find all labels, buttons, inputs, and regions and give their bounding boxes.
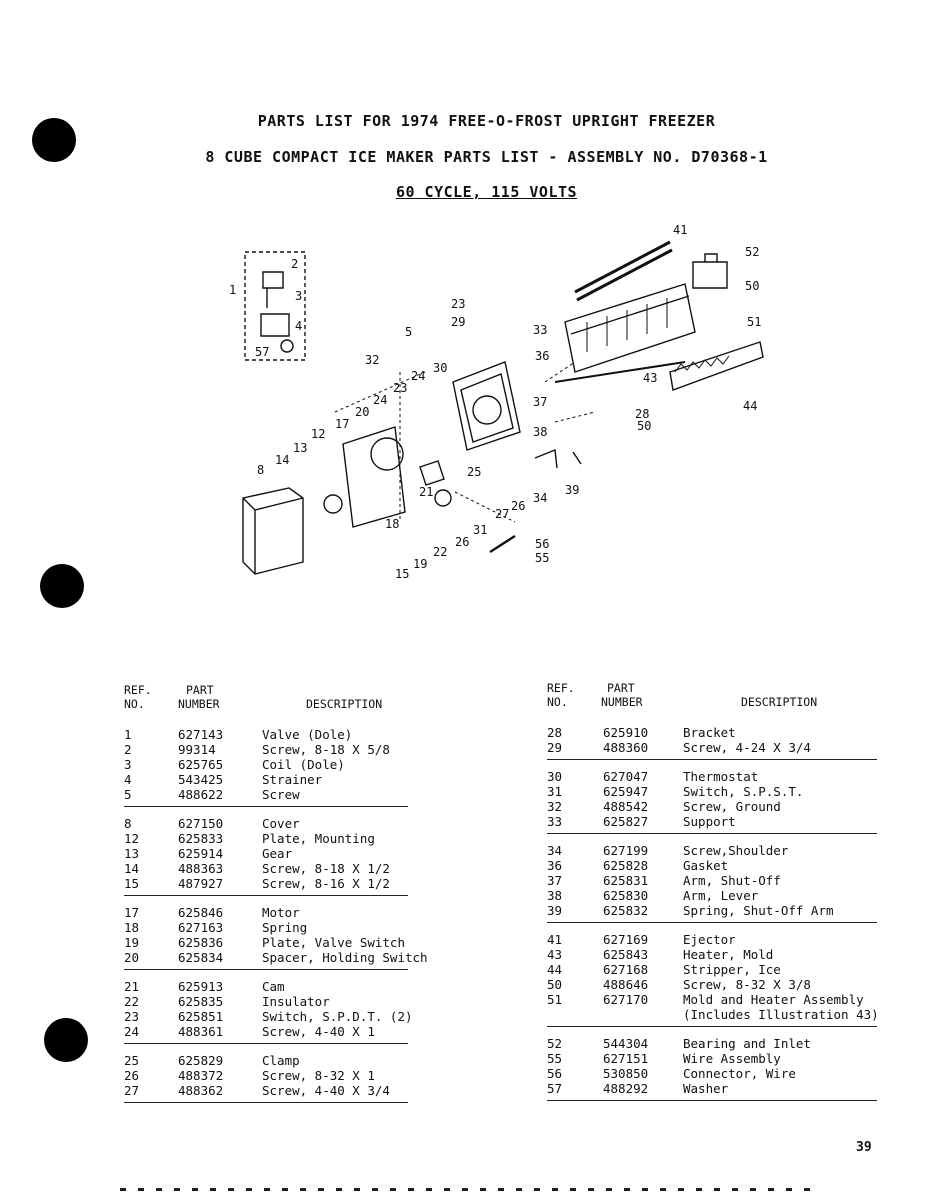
parts-table-right bbox=[547, 681, 877, 1101]
description: Screw, 8-32 X 1 bbox=[262, 1068, 375, 1083]
part-number: 627170 bbox=[603, 992, 649, 1007]
callout-label: 25 bbox=[467, 465, 482, 479]
parts-group bbox=[124, 816, 408, 896]
callout-label: 30 bbox=[433, 361, 448, 375]
description: Screw, 4-40 X 1 bbox=[262, 1024, 375, 1039]
table-row bbox=[124, 1083, 408, 1098]
description: Arm, Shut-Off bbox=[683, 873, 781, 888]
part-number: 625836 bbox=[178, 935, 224, 950]
table-row bbox=[124, 920, 408, 935]
callout-label: 1 bbox=[229, 283, 237, 297]
callout-label: 12 bbox=[311, 427, 326, 441]
strainer bbox=[281, 340, 293, 352]
table-row bbox=[124, 787, 408, 802]
table-row bbox=[547, 740, 877, 755]
table-row bbox=[124, 950, 428, 965]
part-number: 488361 bbox=[178, 1024, 224, 1039]
electrical-spec: 60 CYCLE, 115 VOLTS bbox=[395, 183, 578, 201]
table-row bbox=[547, 1007, 877, 1022]
part-number: 543425 bbox=[178, 772, 224, 787]
table-row bbox=[547, 1081, 877, 1096]
parts-group bbox=[547, 932, 877, 1027]
parts-group bbox=[124, 727, 408, 807]
callout-label: 29 bbox=[451, 315, 466, 329]
ref-no: 37 bbox=[547, 873, 563, 888]
table-row bbox=[547, 977, 877, 992]
description: Insulator bbox=[262, 994, 330, 1009]
ref-no: 57 bbox=[547, 1081, 563, 1096]
scan-artifact bbox=[120, 1188, 820, 1191]
description: Connector, Wire bbox=[683, 1066, 796, 1081]
table-header bbox=[124, 683, 408, 727]
part-number: 625827 bbox=[603, 814, 649, 829]
table-row bbox=[124, 1024, 408, 1039]
part-header-line2: NUMBER bbox=[178, 697, 220, 711]
binder-hole-middle bbox=[40, 564, 84, 608]
ref-no: 52 bbox=[547, 1036, 563, 1051]
table-row bbox=[124, 1009, 413, 1024]
assembly-title: 8 CUBE COMPACT ICE MAKER PARTS LIST - ASSEMBLY NO. D70368-1 bbox=[205, 148, 768, 166]
part-number: 625830 bbox=[603, 888, 649, 903]
part-number: 625843 bbox=[603, 947, 649, 962]
switch bbox=[420, 461, 444, 485]
callout-label: 26 bbox=[455, 535, 470, 549]
parts-group bbox=[547, 725, 877, 760]
part-number: 625835 bbox=[178, 994, 224, 1009]
ref-no: 15 bbox=[124, 876, 140, 891]
callout-label: 28 bbox=[635, 407, 650, 421]
description: Screw, 8-32 X 3/8 bbox=[683, 977, 811, 992]
callout-label: 37 bbox=[533, 395, 548, 409]
part-number: 625846 bbox=[178, 905, 224, 920]
callout-label: 23 bbox=[393, 381, 408, 395]
description: Cover bbox=[262, 816, 300, 831]
parts-group bbox=[124, 1053, 408, 1103]
description-header: DESCRIPTION bbox=[306, 697, 383, 711]
parts-group bbox=[547, 1036, 877, 1101]
description: Plate, Mounting bbox=[262, 831, 375, 846]
description: Gear bbox=[262, 846, 293, 861]
parts-group bbox=[547, 769, 877, 834]
callout-label: 2 bbox=[291, 257, 299, 271]
table-row bbox=[547, 1066, 877, 1081]
callout-label: 36 bbox=[535, 349, 550, 363]
table-row bbox=[124, 772, 408, 787]
callout-label: 50 bbox=[637, 419, 652, 433]
description: Screw, 8-16 X 1/2 bbox=[262, 876, 390, 891]
ref-no: 28 bbox=[547, 725, 563, 740]
callout-label: 26 bbox=[511, 499, 526, 513]
description: Screw, 4-40 X 3/4 bbox=[262, 1083, 390, 1098]
part-number: 625910 bbox=[603, 725, 649, 740]
callout-label: 27 bbox=[495, 507, 510, 521]
part-number: 488646 bbox=[603, 977, 649, 992]
callout-label: 15 bbox=[395, 567, 410, 581]
callout-label: 13 bbox=[293, 441, 308, 455]
description: Valve (Dole) bbox=[262, 727, 353, 742]
table-row bbox=[547, 858, 877, 873]
cam bbox=[435, 490, 451, 506]
ref-no: 21 bbox=[124, 979, 140, 994]
part-number: 488622 bbox=[178, 787, 224, 802]
callout-label: 21 bbox=[419, 485, 434, 499]
table-row bbox=[124, 816, 408, 831]
part-number: 627169 bbox=[603, 932, 649, 947]
ref-no: 1 bbox=[124, 727, 132, 742]
support-housing bbox=[453, 362, 520, 450]
parts-table-left bbox=[124, 683, 428, 1103]
exploded-parts-diagram bbox=[215, 222, 775, 592]
description: Stripper, Ice bbox=[683, 962, 781, 977]
ice-stripper bbox=[670, 342, 763, 390]
part-number: 625831 bbox=[603, 873, 649, 888]
ref-no: 38 bbox=[547, 888, 563, 903]
page-number: 39 bbox=[856, 1140, 872, 1155]
ref-no: 39 bbox=[547, 903, 563, 918]
part-number: 488363 bbox=[178, 861, 224, 876]
callout-label: 22 bbox=[433, 545, 448, 559]
description: Ejector bbox=[683, 932, 736, 947]
description-header: DESCRIPTION bbox=[741, 695, 818, 709]
part-number: 488360 bbox=[603, 740, 649, 755]
ref-no: 55 bbox=[547, 1051, 563, 1066]
ref-no: 44 bbox=[547, 962, 563, 977]
callout-label: 51 bbox=[747, 315, 762, 329]
callout-label: 14 bbox=[275, 453, 290, 467]
ref-header-line2: NO. bbox=[124, 697, 145, 711]
part-number: 99314 bbox=[178, 742, 216, 757]
part-number: 625829 bbox=[178, 1053, 224, 1068]
table-row bbox=[547, 799, 877, 814]
table-row bbox=[124, 935, 408, 950]
description: Clamp bbox=[262, 1053, 300, 1068]
ref-no: 43 bbox=[547, 947, 563, 962]
callout-label: 33 bbox=[533, 323, 548, 337]
callout-label: 20 bbox=[355, 405, 370, 419]
table-row bbox=[124, 1068, 408, 1083]
callout-label: 23 bbox=[451, 297, 466, 311]
callout-label: 32 bbox=[365, 353, 380, 367]
ref-no: 50 bbox=[547, 977, 563, 992]
part-number: 625832 bbox=[603, 903, 649, 918]
callout-label: 39 bbox=[565, 483, 580, 497]
part-number: 488542 bbox=[603, 799, 649, 814]
description: Screw,Shoulder bbox=[683, 843, 789, 858]
description: Thermostat bbox=[683, 769, 759, 784]
description: Heater, Mold bbox=[683, 947, 774, 962]
table-row bbox=[124, 861, 408, 876]
ref-no: 36 bbox=[547, 858, 563, 873]
valve-body bbox=[261, 272, 289, 336]
ref-no: 20 bbox=[124, 950, 140, 965]
ref-no: 18 bbox=[124, 920, 140, 935]
ejector bbox=[575, 242, 672, 300]
ref-no: 23 bbox=[124, 1009, 140, 1024]
description: Bearing and Inlet bbox=[683, 1036, 811, 1051]
part-header-line2: NUMBER bbox=[601, 695, 643, 709]
callout-label: 18 bbox=[385, 517, 400, 531]
description: Gasket bbox=[683, 858, 729, 873]
table-row bbox=[124, 979, 408, 994]
description: Arm, Lever bbox=[683, 888, 759, 903]
callout-label: 5 bbox=[405, 325, 413, 339]
table-row bbox=[547, 992, 877, 1007]
description: Switch, S.P.S.T. bbox=[683, 784, 804, 799]
part-number: 627163 bbox=[178, 920, 224, 935]
part-number: 530850 bbox=[603, 1066, 649, 1081]
callout-label: 38 bbox=[533, 425, 548, 439]
part-number: 488292 bbox=[603, 1081, 649, 1096]
description: Wire Assembly bbox=[683, 1051, 781, 1066]
description: Screw bbox=[262, 787, 300, 802]
part-number: 488372 bbox=[178, 1068, 224, 1083]
part-number: 625834 bbox=[178, 950, 224, 965]
part-number: 627199 bbox=[603, 843, 649, 858]
description: Bracket bbox=[683, 725, 736, 740]
ref-no: 24 bbox=[124, 1024, 140, 1039]
ref-no: 13 bbox=[124, 846, 140, 861]
callout-label: 50 bbox=[745, 279, 760, 293]
table-row bbox=[124, 727, 408, 742]
table-row bbox=[124, 757, 408, 772]
ref-header: REF. bbox=[124, 683, 152, 697]
callout-label: 31 bbox=[473, 523, 488, 537]
description: Coil (Dole) bbox=[262, 757, 345, 772]
callout-label: 4 bbox=[295, 319, 303, 333]
ref-no: 3 bbox=[124, 757, 132, 772]
callout-label: 41 bbox=[673, 223, 688, 237]
ref-no: 51 bbox=[547, 992, 563, 1007]
description: Screw, Ground bbox=[683, 799, 781, 814]
description: (Includes Illustration 43) bbox=[683, 1007, 879, 1022]
description: Screw, 8-18 X 5/8 bbox=[262, 742, 390, 757]
table-header bbox=[547, 681, 877, 725]
ref-no: 56 bbox=[547, 1066, 563, 1081]
ref-no: 19 bbox=[124, 935, 140, 950]
part-number: 627150 bbox=[178, 816, 224, 831]
description: Switch, S.P.D.T. (2) bbox=[262, 1009, 413, 1024]
part-number: 627143 bbox=[178, 727, 224, 742]
ref-no: 12 bbox=[124, 831, 140, 846]
table-row bbox=[547, 947, 877, 962]
part-number: 488362 bbox=[178, 1083, 224, 1098]
parts-group bbox=[124, 905, 428, 970]
table-row bbox=[547, 873, 877, 888]
table-row bbox=[547, 932, 877, 947]
description: Motor bbox=[262, 905, 300, 920]
table-row bbox=[547, 769, 877, 784]
table-row bbox=[547, 843, 877, 858]
parts-group bbox=[124, 979, 413, 1044]
description: Plate, Valve Switch bbox=[262, 935, 405, 950]
table-row bbox=[547, 962, 877, 977]
callout-label: 43 bbox=[643, 371, 658, 385]
table-row bbox=[547, 1036, 877, 1051]
part-number: 625914 bbox=[178, 846, 224, 861]
table-row bbox=[547, 888, 877, 903]
gear bbox=[324, 495, 342, 513]
description: Spacer, Holding Switch bbox=[262, 950, 428, 965]
description: Strainer bbox=[262, 772, 323, 787]
table-row bbox=[124, 831, 408, 846]
table-row bbox=[124, 846, 408, 861]
description: Support bbox=[683, 814, 736, 829]
part-header: PART bbox=[186, 683, 214, 697]
part-number: 627168 bbox=[603, 962, 649, 977]
ref-no: 4 bbox=[124, 772, 132, 787]
ref-header-line2: NO. bbox=[547, 695, 568, 709]
binder-hole-bottom bbox=[44, 1018, 88, 1062]
callout-label: 57 bbox=[255, 345, 270, 359]
ref-no: 2 bbox=[124, 742, 132, 757]
ref-no: 25 bbox=[124, 1053, 140, 1068]
part-number: 625765 bbox=[178, 757, 224, 772]
shut-off-arm bbox=[535, 450, 581, 468]
ref-no: 29 bbox=[547, 740, 563, 755]
part-number: 627151 bbox=[603, 1051, 649, 1066]
part-header: PART bbox=[607, 681, 635, 695]
callout-label: 24 bbox=[373, 393, 388, 407]
part-number: 625851 bbox=[178, 1009, 224, 1024]
description: Washer bbox=[683, 1081, 729, 1096]
description: Spring, Shut-Off Arm bbox=[683, 903, 834, 918]
description: Cam bbox=[262, 979, 285, 994]
table-row bbox=[547, 1051, 877, 1066]
callout-label: 8 bbox=[257, 463, 265, 477]
part-number: 487927 bbox=[178, 876, 224, 891]
part-number: 625828 bbox=[603, 858, 649, 873]
description: Screw, 8-18 X 1/2 bbox=[262, 861, 390, 876]
mounting-plate bbox=[343, 427, 405, 527]
ref-header: REF. bbox=[547, 681, 575, 695]
ref-no: 17 bbox=[124, 905, 140, 920]
callout-label: 3 bbox=[295, 289, 303, 303]
thermostat bbox=[473, 396, 501, 424]
callout-label: 55 bbox=[535, 551, 550, 565]
description: Mold and Heater Assembly bbox=[683, 992, 864, 1007]
table-row bbox=[547, 725, 877, 740]
page-title: PARTS LIST FOR 1974 FREE-O-FROST UPRIGHT FREEZER bbox=[257, 112, 716, 130]
ref-no: 14 bbox=[124, 861, 140, 876]
ref-no: 41 bbox=[547, 932, 563, 947]
cover bbox=[243, 488, 303, 574]
ref-no: 31 bbox=[547, 784, 563, 799]
ref-no: 33 bbox=[547, 814, 563, 829]
table-row bbox=[547, 814, 877, 829]
callout-label: 44 bbox=[743, 399, 758, 413]
ref-no: 27 bbox=[124, 1083, 140, 1098]
ref-no: 26 bbox=[124, 1068, 140, 1083]
callout-label: 24 bbox=[411, 369, 426, 383]
table-row bbox=[124, 1053, 408, 1068]
part-number: 625833 bbox=[178, 831, 224, 846]
table-row bbox=[124, 876, 408, 891]
ref-no: 32 bbox=[547, 799, 563, 814]
part-number: 544304 bbox=[603, 1036, 649, 1051]
callout-label: 19 bbox=[413, 557, 428, 571]
ref-no: 34 bbox=[547, 843, 563, 858]
part-number: 625913 bbox=[178, 979, 224, 994]
callout-label: 17 bbox=[335, 417, 350, 431]
table-row bbox=[547, 784, 877, 799]
callout-label: 56 bbox=[535, 537, 550, 551]
table-row bbox=[124, 994, 408, 1009]
ref-no: 8 bbox=[124, 816, 132, 831]
table-row bbox=[124, 905, 408, 920]
parts-group bbox=[547, 843, 877, 923]
description: Spring bbox=[262, 920, 308, 935]
ref-no: 30 bbox=[547, 769, 563, 784]
ref-no: 22 bbox=[124, 994, 140, 1009]
table-row bbox=[547, 903, 877, 918]
description: Screw, 4-24 X 3/4 bbox=[683, 740, 811, 755]
part-number: 627047 bbox=[603, 769, 649, 784]
wire-assembly bbox=[490, 536, 515, 552]
callout-label: 34 bbox=[533, 491, 548, 505]
bearing-inlet bbox=[693, 254, 727, 288]
part-number: 625947 bbox=[603, 784, 649, 799]
callout-label: 52 bbox=[745, 245, 760, 259]
table-row bbox=[124, 742, 408, 757]
ref-no: 5 bbox=[124, 787, 132, 802]
